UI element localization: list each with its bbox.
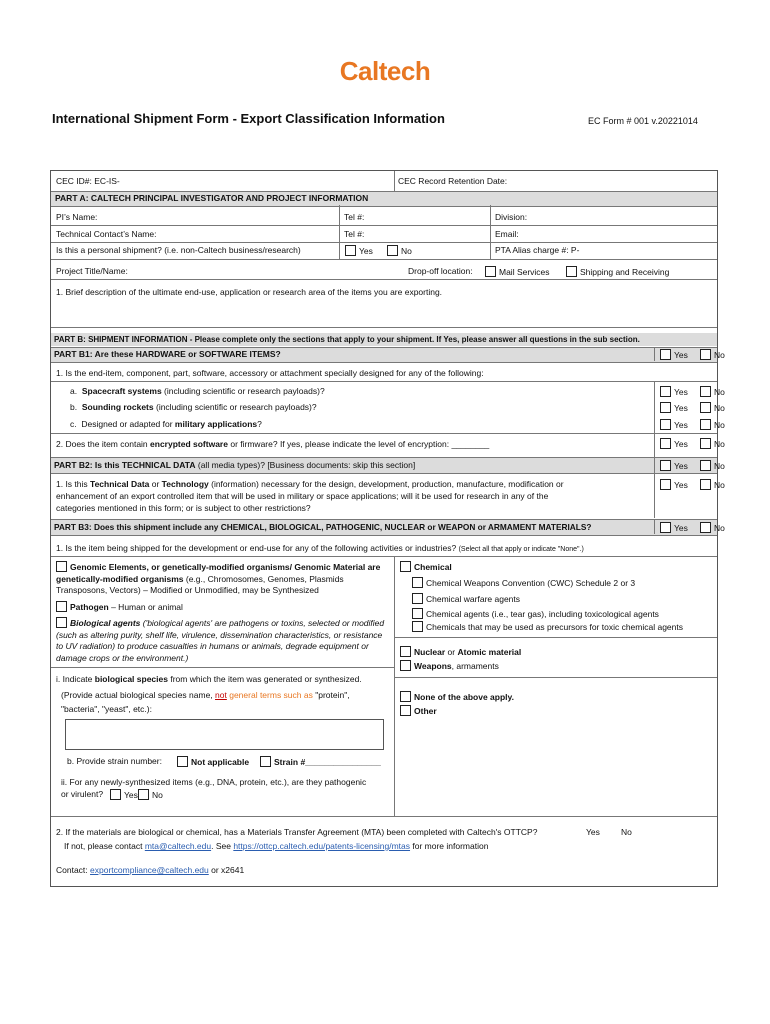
- checkbox-icon[interactable]: [700, 460, 711, 471]
- species-instruction: (Provide actual biological species name, not general terms such as "protein",: [61, 690, 350, 700]
- division-field[interactable]: Division:: [495, 212, 528, 222]
- b3-no[interactable]: No: [700, 522, 725, 534]
- checkbox-icon[interactable]: [700, 349, 711, 360]
- species-instruction-line2: "bacteria", "yeast", etc.):: [61, 704, 152, 714]
- checkbox-icon[interactable]: [700, 522, 711, 533]
- pi-name-field[interactable]: PI’s Name:: [56, 212, 98, 222]
- checkbox-icon[interactable]: [566, 266, 577, 277]
- b1-yes[interactable]: Yes: [660, 349, 688, 361]
- checkbox-icon[interactable]: [660, 349, 671, 360]
- contact-line: Contact: exportcompliance@caltech.edu or x2641: [56, 865, 245, 875]
- email-field[interactable]: Email:: [495, 229, 519, 239]
- contact-email-link[interactable]: exportcompliance@caltech.edu: [90, 865, 209, 875]
- checkbox-icon[interactable]: [400, 705, 411, 716]
- part-b1-header: PART B1: Are these HARDWARE or SOFTWARE ITEMS? Yes No: [51, 347, 717, 363]
- checkbox-icon[interactable]: [138, 789, 149, 800]
- precursors-option[interactable]: Chemicals that may be used as precursors for toxic chemical agents: [412, 621, 683, 633]
- checkbox-icon[interactable]: [660, 419, 671, 430]
- none-option[interactable]: None of the above apply.: [400, 691, 514, 703]
- checkbox-icon[interactable]: [660, 460, 671, 471]
- checkbox-icon[interactable]: [387, 245, 398, 256]
- other-option[interactable]: Other: [400, 705, 437, 717]
- personal-no[interactable]: No: [387, 245, 412, 257]
- project-title-field[interactable]: Project Title/Name:: [56, 266, 128, 276]
- strain-question: b. Provide strain number:: [67, 756, 162, 766]
- form-number: EC Form # 001 v.20221014: [588, 116, 698, 126]
- mta-no[interactable]: No: [621, 827, 632, 837]
- strain-number-field[interactable]: Strain #________________: [260, 756, 381, 768]
- chemical-option[interactable]: Chemical: [400, 561, 452, 573]
- mta-email-link[interactable]: mta@caltech.edu: [144, 841, 212, 851]
- checkbox-icon[interactable]: [400, 561, 411, 572]
- checkbox-icon[interactable]: [400, 646, 411, 657]
- checkbox-icon[interactable]: [660, 522, 671, 533]
- page-title: International Shipment Form - Export Classification Information: [52, 111, 445, 126]
- spacecraft-no[interactable]: No: [700, 386, 725, 398]
- personal-yes[interactable]: Yes: [345, 245, 373, 257]
- checkbox-icon[interactable]: [56, 561, 67, 572]
- checkbox-icon[interactable]: [660, 479, 671, 490]
- b2-question-1-line3: categories mentioned in this form; or is subject to other restrictions?: [56, 503, 311, 513]
- export-form: [50, 170, 725, 887]
- mta-url-link[interactable]: https://ottcp.caltech.edu/patents-licensing/mtas: [233, 841, 411, 851]
- species-input[interactable]: [65, 719, 384, 750]
- dropoff-label: Drop-off location:: [408, 266, 473, 276]
- spacecraft-yes[interactable]: Yes: [660, 386, 688, 398]
- checkbox-icon[interactable]: [110, 789, 121, 800]
- checkbox-icon[interactable]: [412, 593, 423, 604]
- b2-yes[interactable]: Yes: [660, 460, 688, 472]
- nuclear-option[interactable]: Nuclear or Atomic material: [400, 646, 521, 658]
- warfare-option[interactable]: Chemical warfare agents: [412, 593, 520, 605]
- b1-no[interactable]: No: [700, 349, 725, 361]
- checkbox-icon[interactable]: [700, 438, 711, 449]
- b1-question-2: 2. Does the item contain encrypted software or firmware? If yes, please indicate the level of encryption: ________: [56, 439, 490, 449]
- rockets-yes[interactable]: Yes: [660, 402, 688, 414]
- checkbox-icon[interactable]: [700, 402, 711, 413]
- b1-rockets: b. Sounding rockets (including scientific or research payloads)?: [70, 402, 317, 412]
- encryption-no[interactable]: No: [700, 438, 725, 450]
- pathogenic-no[interactable]: No: [138, 789, 163, 801]
- mail-services-option[interactable]: Mail Services: [485, 266, 550, 278]
- checkbox-icon[interactable]: [56, 601, 67, 612]
- mta-yes[interactable]: Yes: [586, 827, 600, 837]
- species-question: i. Indicate biological species from which the item was generated or synthesized.: [56, 674, 362, 684]
- chemical-agents-option[interactable]: Chemical agents (i.e., tear gas), including toxicological agents: [412, 608, 659, 620]
- pi-tel-field[interactable]: Tel #:: [344, 212, 365, 222]
- checkbox-icon[interactable]: [56, 617, 67, 628]
- cec-id-field[interactable]: CEC ID#: EC-IS-: [56, 176, 120, 186]
- checkbox-icon[interactable]: [700, 386, 711, 397]
- part-a-header: PART A: CALTECH PRINCIPAL INVESTIGATOR AND PROJECT INFORMATION: [51, 191, 717, 207]
- biological-agents-option[interactable]: Biological agents ('biological agents' are pathogens or toxins, selected or modified (such as altering purity, shelf life, virulence, dissemination characteristics, or resistance to UV radiation) to produce casualties in humans or animals, degrade equipment or damage crops or the environment.): [56, 618, 385, 663]
- encryption-yes[interactable]: Yes: [660, 438, 688, 450]
- b1-military: c. Designed or adapted for military applications?: [70, 419, 262, 429]
- b2-question-1-line2: enhancement of an export controlled item that will be used in military or space applications; will it be used for research in any of the: [56, 491, 549, 501]
- b3-yes[interactable]: Yes: [660, 522, 688, 534]
- genomic-option[interactable]: Genomic Elements, or genetically-modified organisms/ Genomic Material are genetically-modified organisms (e.g., Chromosomes, Genomes, Plasmids Transposons, Vectors) – Modified or Unmodified, may be Synthesized: [56, 562, 381, 595]
- pathogen-option[interactable]: Pathogen – Human or animal: [56, 601, 183, 613]
- military-yes[interactable]: Yes: [660, 419, 688, 431]
- checkbox-icon[interactable]: [485, 266, 496, 277]
- checkbox-icon[interactable]: [700, 479, 711, 490]
- checkbox-icon[interactable]: [412, 577, 423, 588]
- techdata-no[interactable]: No: [700, 479, 725, 491]
- b2-no[interactable]: No: [700, 460, 725, 472]
- checkbox-icon[interactable]: [412, 621, 423, 632]
- mta-contact: If not, please contact mta@caltech.edu. See https://ottcp.caltech.edu/patents-licensing/mtas for more information: [64, 841, 489, 851]
- checkbox-icon[interactable]: [400, 691, 411, 702]
- military-no[interactable]: No: [700, 419, 725, 431]
- pathogenic-question-line2: or virulent?: [61, 789, 104, 799]
- cwc-option[interactable]: Chemical Weapons Convention (CWC) Schedule 2 or 3: [412, 577, 635, 589]
- pathogenic-yes[interactable]: Yes: [110, 789, 138, 801]
- weapons-option[interactable]: Weapons, armaments: [400, 660, 499, 672]
- personal-shipment-question: Is this a personal shipment? (i.e. non-Caltech business/research): [56, 245, 301, 255]
- checkbox-icon[interactable]: [660, 438, 671, 449]
- caltech-logo: Caltech: [339, 56, 431, 86]
- checkbox-icon[interactable]: [660, 402, 671, 413]
- pta-alias-field[interactable]: PTA Alias charge #: P-: [495, 245, 580, 255]
- b3-question-1: 1. Is the item being shipped for the development or end-use for any of the following activities or industries? (Select all that apply or indicate "None".): [56, 543, 584, 553]
- tech-tel-field[interactable]: Tel #:: [344, 229, 365, 239]
- techdata-yes[interactable]: Yes: [660, 479, 688, 491]
- checkbox-icon[interactable]: [400, 660, 411, 671]
- part-b-header: PART B: SHIPMENT INFORMATION - Please complete only the sections that apply to your shipment. If Yes, please answer all questions in the sub section.: [51, 333, 717, 346]
- part-b3-header: PART B3: Does this shipment include any CHEMICAL, BIOLOGICAL, PATHOGENIC, NUCLEAR or WEAPON or ARMAMENT MATERIALS? Yes No: [51, 519, 717, 536]
- b1-spacecraft: a. Spacecraft systems (including scientific or research payloads)?: [70, 386, 325, 396]
- checkbox-icon[interactable]: [345, 245, 356, 256]
- part-b2-header: PART B2: Is this TECHNICAL DATA (all media types)? [Business documents: skip this section] Yes No: [51, 457, 717, 474]
- tech-contact-field[interactable]: Technical Contact’s Name:: [56, 229, 157, 239]
- b1-question-1: 1. Is the end-item, component, part, software, accessory or attachment specially designed for any of the following:: [56, 368, 484, 378]
- checkbox-icon[interactable]: [260, 756, 271, 767]
- rockets-no[interactable]: No: [700, 402, 725, 414]
- mta-question: 2. If the materials are biological or chemical, has a Materials Transfer Agreement (MTA) been completed with Caltech's OTTCP?: [56, 827, 538, 837]
- strain-not-applicable[interactable]: Not applicable: [177, 756, 249, 768]
- retention-date-field[interactable]: CEC Record Retention Date:: [398, 176, 508, 186]
- checkbox-icon[interactable]: [412, 608, 423, 619]
- end-use-question[interactable]: 1. Brief description of the ultimate end-use, application or research area of the items you are exporting.: [56, 287, 443, 297]
- checkbox-icon[interactable]: [660, 386, 671, 397]
- shipping-receiving-option[interactable]: Shipping and Receiving: [566, 266, 669, 278]
- checkbox-icon[interactable]: [177, 756, 188, 767]
- pathogenic-question: ii. For any newly-synthesized items (e.g., DNA, protein, etc.), are they pathogenic: [61, 777, 367, 787]
- checkbox-icon[interactable]: [700, 419, 711, 430]
- b2-question-1: 1. Is this Technical Data or Technology (information) necessary for the design, development, production, manufacture, modification or: [56, 479, 564, 489]
